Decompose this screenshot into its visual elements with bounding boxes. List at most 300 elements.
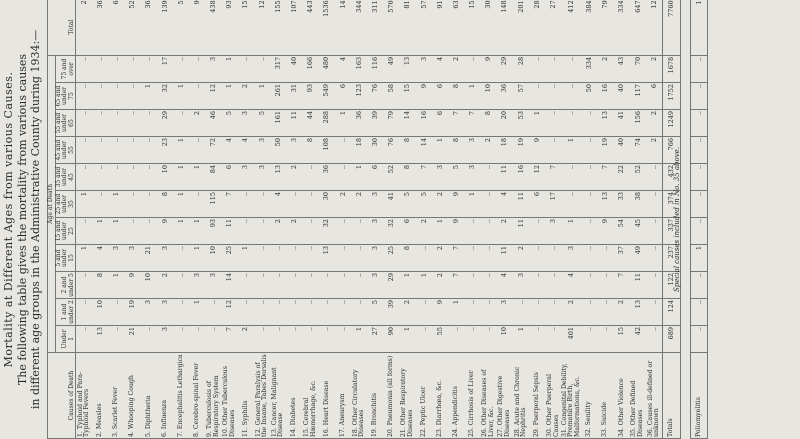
cause-cell: 13. Cancer, Malignant Disease	[270, 353, 286, 439]
cause-cell: 23. Diarrhœa, &c.	[432, 353, 448, 439]
value-cell: 161	[270, 110, 286, 137]
total-cell: 28	[529, 0, 545, 55]
table-row	[303, 0, 319, 439]
value-cell: 3	[125, 245, 141, 272]
value-cell: 6	[646, 83, 663, 110]
value-cell: ..	[76, 326, 93, 353]
value-cell: ..	[173, 245, 189, 272]
total-cell: 15	[465, 0, 481, 55]
value-cell: 5	[254, 110, 270, 137]
value-cell: 2	[351, 191, 367, 218]
value-cell: 1	[76, 245, 93, 272]
value-cell: ..	[351, 245, 367, 272]
value-cell: 50	[270, 137, 286, 164]
value-cell: 1	[351, 326, 367, 353]
value-cell: ..	[254, 218, 270, 245]
value-cell: ..	[76, 299, 93, 326]
value-cell: ..	[254, 299, 270, 326]
value-cell: 74	[630, 137, 646, 164]
value-cell: 1	[562, 137, 582, 164]
value-cell: 7	[448, 272, 464, 299]
value-cell: 1	[108, 218, 124, 245]
value-cell: 50	[581, 83, 597, 110]
value-cell: 116	[367, 55, 383, 82]
value-cell: 8	[448, 137, 464, 164]
value-cell: ..	[92, 137, 108, 164]
value-cell: 52	[384, 164, 400, 191]
totals-cell: 122	[663, 272, 680, 299]
value-cell: 2	[497, 218, 513, 245]
cause-cell: 25. Cirrhosis of Liver	[465, 353, 481, 439]
value-cell: 13	[400, 55, 416, 82]
value-cell: 36	[319, 164, 335, 191]
value-cell: ..	[270, 299, 286, 326]
value-cell: 1	[222, 55, 238, 82]
value-cell: 1	[141, 83, 157, 110]
age-column-header: 75 and over	[55, 55, 76, 82]
value-cell: ..	[481, 218, 497, 245]
value-cell: 6	[432, 83, 448, 110]
value-cell: 16	[513, 164, 529, 191]
value-cell: ..	[189, 137, 205, 164]
value-cell: ..	[92, 83, 108, 110]
special-cause-cell: Poliomyelitis	[691, 353, 708, 439]
value-cell: 11	[286, 110, 302, 137]
value-cell: 9	[481, 55, 497, 82]
value-cell: 3	[189, 272, 205, 299]
value-cell: ..	[125, 218, 141, 245]
value-cell: ..	[465, 55, 481, 82]
table-row	[157, 0, 173, 439]
value-cell: 70	[630, 55, 646, 82]
table-row	[630, 0, 646, 439]
value-cell: 2	[646, 137, 663, 164]
table-row	[529, 0, 545, 439]
value-cell: ..	[303, 326, 319, 353]
value-cell: ..	[303, 191, 319, 218]
total-cell: 1536	[319, 0, 335, 55]
value-cell: 13	[319, 245, 335, 272]
table-row	[598, 0, 614, 439]
value-cell: 6	[335, 83, 351, 110]
total-cell: 139	[157, 0, 173, 55]
value-cell: ..	[581, 191, 597, 218]
table-row	[254, 0, 270, 439]
total-cell: 81	[400, 0, 416, 55]
cause-cell: 16. Heart Disease	[319, 353, 335, 439]
value-cell: 1	[465, 191, 481, 218]
cause-cell: 2. Measles	[92, 353, 108, 439]
cause-cell: 15. Cerebral Hæmorrhage, &c.	[303, 353, 319, 439]
value-cell: 15	[400, 83, 416, 110]
value-cell: 9	[432, 299, 448, 326]
value-cell: 1	[189, 164, 205, 191]
value-cell: 19	[125, 299, 141, 326]
cause-cell: 21. Other Respiratory Diseases	[400, 353, 416, 439]
value-cell: 13	[598, 110, 614, 137]
value-cell: ..	[125, 137, 141, 164]
cause-cell: 7. Encephalitis Lethargica	[173, 353, 189, 439]
special-value-cell: ..	[691, 299, 708, 326]
value-cell: 9	[125, 272, 141, 299]
table-row	[545, 0, 561, 439]
grand-total-cell: 7760	[663, 0, 680, 55]
value-cell: ..	[108, 83, 124, 110]
value-cell: 43	[614, 55, 630, 82]
special-value-cell: ..	[691, 164, 708, 191]
total-cell: 155	[270, 0, 286, 55]
value-cell: 3	[141, 299, 157, 326]
value-cell: 76	[384, 137, 400, 164]
value-cell: 13	[270, 164, 286, 191]
value-cell: 6	[400, 218, 416, 245]
value-cell: 2	[432, 191, 448, 218]
value-cell: 4	[92, 245, 108, 272]
value-cell: ..	[76, 218, 93, 245]
value-cell: 1	[416, 272, 432, 299]
totals-cell: 337	[663, 218, 680, 245]
value-cell: 1	[189, 218, 205, 245]
value-cell: 4	[222, 137, 238, 164]
value-cell: 7	[614, 272, 630, 299]
totals-cell: 1678	[663, 55, 680, 82]
value-cell: 1	[76, 191, 93, 218]
value-cell: ..	[92, 164, 108, 191]
special-value-cell: ..	[691, 218, 708, 245]
value-cell: 38	[630, 191, 646, 218]
value-cell: ..	[173, 272, 189, 299]
value-cell: ..	[646, 272, 663, 299]
value-cell: ..	[513, 299, 529, 326]
value-cell: ..	[598, 272, 614, 299]
value-cell: 18	[351, 137, 367, 164]
value-cell: 40	[286, 55, 302, 82]
value-cell: 8	[400, 245, 416, 272]
cause-cell: 18. Other Circulatory Diseases	[351, 353, 367, 439]
value-cell: 8	[92, 272, 108, 299]
table-body	[76, 0, 681, 439]
special-value-cell: ..	[691, 326, 708, 353]
totals-cell: 1249	[663, 110, 680, 137]
value-cell: 166	[303, 55, 319, 82]
table-row	[319, 0, 335, 439]
age-column-header: 35 and under 45	[55, 164, 76, 191]
value-cell: 2	[598, 55, 614, 82]
value-cell: 31	[286, 83, 302, 110]
table-row	[76, 0, 93, 439]
value-cell: ..	[76, 164, 93, 191]
table-row	[614, 0, 630, 439]
totals-label: Totals	[663, 353, 680, 439]
value-cell: 93	[206, 218, 222, 245]
value-cell: 1	[529, 110, 545, 137]
value-cell: 1	[351, 164, 367, 191]
value-cell: ..	[141, 326, 157, 353]
mortality-table	[47, 0, 681, 439]
cause-cell: 27. Other Digestive Diseases	[497, 353, 513, 439]
value-cell: ..	[108, 299, 124, 326]
special-value-cell: ..	[691, 191, 708, 218]
value-cell: ..	[581, 272, 597, 299]
value-cell: 41	[614, 110, 630, 137]
value-cell: 33	[614, 191, 630, 218]
cause-cell: 3. Scarlet Fever	[108, 353, 124, 439]
value-cell: ..	[238, 299, 254, 326]
value-cell: 7	[416, 164, 432, 191]
value-cell: ..	[303, 218, 319, 245]
value-cell: 480	[319, 55, 335, 82]
value-cell: ..	[108, 110, 124, 137]
value-cell: 2	[646, 110, 663, 137]
cause-cell: 8. Cerebro-spinal Fever	[189, 353, 205, 439]
value-cell: 1	[173, 164, 189, 191]
value-cell: 163	[351, 55, 367, 82]
value-cell: 1	[222, 83, 238, 110]
special-row	[691, 0, 708, 439]
header-row-group	[48, 0, 56, 439]
value-cell: 6	[222, 164, 238, 191]
value-cell: 11	[497, 164, 513, 191]
value-cell: ..	[76, 83, 93, 110]
value-cell: ..	[646, 164, 663, 191]
value-cell: 2	[513, 245, 529, 272]
table-row	[646, 0, 663, 439]
value-cell: 2	[238, 83, 254, 110]
value-cell: ..	[351, 272, 367, 299]
value-cell: ..	[335, 272, 351, 299]
value-cell: 10	[141, 272, 157, 299]
table-row	[286, 0, 302, 439]
value-cell: 20	[497, 110, 513, 137]
value-cell: ..	[351, 299, 367, 326]
total-cell: 438	[206, 0, 222, 55]
value-cell: 49	[384, 55, 400, 82]
cause-cell: 19. Bronchitis	[367, 353, 383, 439]
age-group-header: Age at Death	[48, 55, 56, 352]
value-cell: 3	[497, 299, 513, 326]
value-cell: 2	[286, 164, 302, 191]
value-cell: 7	[222, 191, 238, 218]
value-cell: 2	[432, 245, 448, 272]
value-cell: 11	[513, 218, 529, 245]
value-cell: ..	[125, 110, 141, 137]
value-cell: 5	[448, 164, 464, 191]
value-cell: 4	[497, 272, 513, 299]
age-column-header: 15 and under 25	[55, 218, 76, 245]
value-cell: ..	[545, 137, 561, 164]
table-row	[351, 0, 367, 439]
value-cell: 93	[303, 83, 319, 110]
totals-cell: 124	[663, 299, 680, 326]
cause-cell: 29. Puerperal Sepsis	[529, 353, 545, 439]
totals-cell: 432	[663, 164, 680, 191]
value-cell: 1	[465, 83, 481, 110]
value-cell: 90	[384, 326, 400, 353]
value-cell: 41	[384, 191, 400, 218]
value-cell: 57	[513, 83, 529, 110]
table-row	[173, 0, 189, 439]
value-cell: 1	[254, 83, 270, 110]
cause-cell: 31. Congenital Debility, Premature Birth, Malformations, &c.	[562, 353, 582, 439]
total-cell: 570	[384, 0, 400, 55]
value-cell: 8	[400, 137, 416, 164]
value-cell: 3	[157, 326, 173, 353]
value-cell: 39	[367, 110, 383, 137]
value-cell: 2	[481, 137, 497, 164]
value-cell: 14	[222, 272, 238, 299]
value-cell: 3	[254, 137, 270, 164]
value-cell: 4	[562, 272, 582, 299]
value-cell: 8	[448, 83, 464, 110]
value-cell: 115	[206, 191, 222, 218]
value-cell: ..	[238, 55, 254, 82]
value-cell: ..	[581, 164, 597, 191]
value-cell: 10	[497, 326, 513, 353]
col-total-header: Total	[48, 0, 76, 55]
value-cell: 3	[513, 272, 529, 299]
cause-cell: 6. Influenza	[157, 353, 173, 439]
table-row	[222, 0, 238, 439]
value-cell: ..	[481, 164, 497, 191]
value-cell: ..	[189, 191, 205, 218]
value-cell: 2	[189, 110, 205, 137]
value-cell: ..	[465, 299, 481, 326]
value-cell: 29	[384, 272, 400, 299]
value-cell: 1	[189, 299, 205, 326]
value-cell: ..	[108, 137, 124, 164]
intro-line-1: The following table gives the mortality from various causes	[16, 53, 29, 386]
value-cell: 8	[481, 110, 497, 137]
total-cell: 201	[513, 0, 529, 55]
value-cell: 10	[206, 245, 222, 272]
value-cell: ..	[481, 299, 497, 326]
value-cell: 1	[173, 191, 189, 218]
value-cell: ..	[529, 272, 545, 299]
value-cell: ..	[335, 326, 351, 353]
value-cell: ..	[92, 191, 108, 218]
value-cell: ..	[125, 191, 141, 218]
value-cell: ..	[286, 191, 302, 218]
value-cell: ..	[646, 245, 663, 272]
value-cell: 8	[157, 191, 173, 218]
value-cell: 2	[562, 299, 582, 326]
value-cell: 7	[222, 326, 238, 353]
value-cell: ..	[76, 110, 93, 137]
age-column-header: Under 1	[55, 326, 76, 353]
table-row	[206, 0, 222, 439]
total-cell: 57	[416, 0, 432, 55]
value-cell: 13	[598, 191, 614, 218]
total-cell: 6	[108, 0, 124, 55]
value-cell: 58	[384, 83, 400, 110]
cause-cell: 10. Other Tuberculous Diseases	[222, 353, 238, 439]
value-cell: 32	[319, 218, 335, 245]
total-cell: 63	[448, 0, 464, 55]
value-cell: 9	[448, 191, 464, 218]
totals-cell: 374	[663, 191, 680, 218]
value-cell: ..	[562, 83, 582, 110]
value-cell: 40	[614, 83, 630, 110]
value-cell: 29	[157, 110, 173, 137]
value-cell: 3	[206, 272, 222, 299]
value-cell: 21	[141, 245, 157, 272]
value-cell: 6	[432, 110, 448, 137]
value-cell: ..	[108, 326, 124, 353]
value-cell: ..	[545, 326, 561, 353]
value-cell: 79	[384, 110, 400, 137]
table-row	[238, 0, 254, 439]
value-cell: 1	[562, 218, 582, 245]
value-cell: 7	[598, 164, 614, 191]
age-column-header: 5 and under 15	[55, 245, 76, 272]
value-cell: 12	[222, 299, 238, 326]
value-cell: 17	[545, 191, 561, 218]
value-cell: 3	[465, 164, 481, 191]
special-total-cell: 1	[691, 0, 708, 56]
value-cell: 11	[630, 272, 646, 299]
value-cell: 25	[222, 245, 238, 272]
value-cell: 32	[157, 83, 173, 110]
total-cell: 91	[432, 0, 448, 55]
value-cell: ..	[254, 326, 270, 353]
value-cell: ..	[481, 191, 497, 218]
value-cell: ..	[416, 245, 432, 272]
age-column-header: 25 and under 35	[55, 191, 76, 218]
value-cell: ..	[646, 218, 663, 245]
cause-cell: 32. Senility	[581, 353, 597, 439]
table-row	[270, 0, 286, 439]
value-cell: 25	[384, 245, 400, 272]
value-cell: 1	[108, 272, 124, 299]
value-cell: 1	[432, 218, 448, 245]
value-cell: ..	[76, 272, 93, 299]
value-cell: 14	[416, 137, 432, 164]
value-cell: ..	[581, 245, 597, 272]
value-cell: ..	[319, 299, 335, 326]
value-cell: 55	[432, 326, 448, 353]
value-cell: 7	[465, 110, 481, 137]
value-cell: ..	[581, 137, 597, 164]
special-note: Special causes included in No. 35 above.	[673, 146, 681, 293]
value-cell: ..	[481, 272, 497, 299]
age-column-header: 65 and under 75	[55, 83, 76, 110]
table-row	[432, 0, 448, 439]
value-cell: 2	[614, 299, 630, 326]
value-cell: 11	[513, 191, 529, 218]
value-cell: 37	[614, 245, 630, 272]
value-cell: ..	[303, 272, 319, 299]
value-cell: 28	[513, 55, 529, 82]
value-cell: 3	[432, 164, 448, 191]
value-cell: 1	[335, 110, 351, 137]
value-cell: 54	[614, 218, 630, 245]
value-cell: ..	[173, 110, 189, 137]
value-cell: 11	[497, 245, 513, 272]
value-cell: ..	[92, 55, 108, 82]
value-cell: 261	[270, 83, 286, 110]
value-cell: 1	[400, 272, 416, 299]
value-cell: ..	[545, 299, 561, 326]
value-cell: ..	[465, 326, 481, 353]
value-cell: 52	[630, 164, 646, 191]
value-cell: ..	[270, 272, 286, 299]
value-cell: ..	[581, 326, 597, 353]
total-cell: 93	[222, 0, 238, 55]
cause-cell: 12. General Paralysis of the Insane, Tabes Dorsalis	[254, 353, 270, 439]
total-cell: 27	[545, 0, 561, 55]
total-cell: 52	[125, 0, 141, 55]
table-row	[367, 0, 383, 439]
